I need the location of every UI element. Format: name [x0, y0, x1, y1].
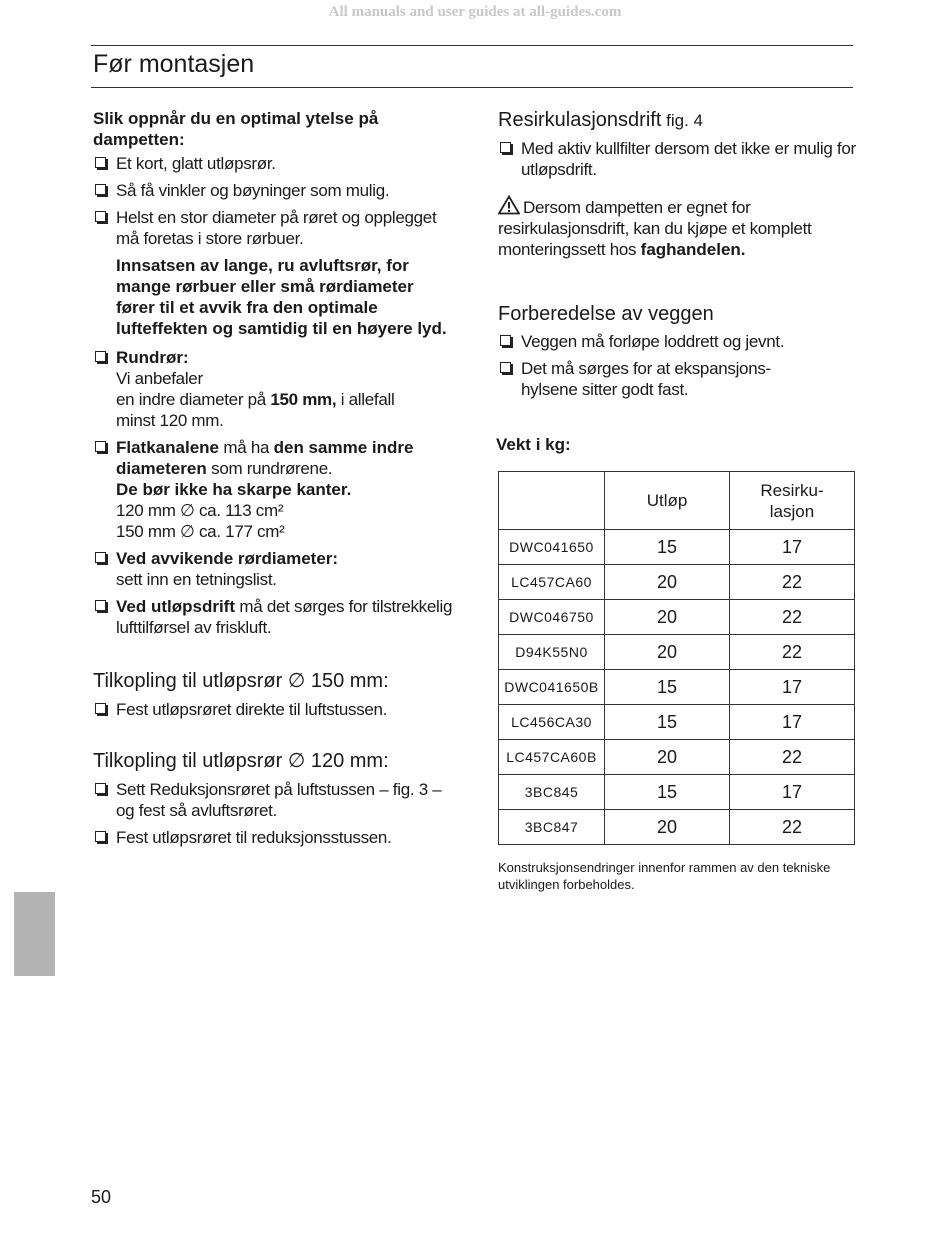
table-row: [499, 775, 855, 810]
list-item-text: Sett Reduksjonsrøret på luftstussen – fig. 3 – og fest så avluftsrøret.: [116, 780, 442, 820]
utlop-weight-cell: 20: [605, 635, 730, 670]
flat-text: må ha: [219, 438, 274, 457]
list-item: [93, 207, 453, 249]
resirk-weight-cell: 22: [730, 565, 855, 600]
table-row: [499, 810, 855, 845]
list-item: [93, 827, 453, 848]
checkbox-bullet-icon: [95, 157, 106, 168]
list-item-text: Veggen må forløpe loddrett og jevnt.: [521, 332, 785, 351]
model-cell: 3BC845: [499, 775, 605, 810]
avvik-text: sett inn en tetningslist.: [116, 570, 277, 589]
resirk-heading: [498, 108, 858, 133]
model-cell: LC457CA60B: [499, 740, 605, 775]
vegg-heading: Forberedelse av veggen: [498, 303, 714, 325]
watermark: All manuals and user guides at all-guides.com: [328, 4, 622, 20]
utlop-weight-cell: 20: [605, 565, 730, 600]
list-item-text: Fest utløpsrøret direkte til luftstussen.: [116, 700, 388, 719]
checkbox-bullet-icon: [95, 703, 106, 714]
flat-label: Flatkanalene: [116, 438, 219, 457]
model-cell: D94K55N0: [499, 635, 605, 670]
rundror-bold-value: 150 mm,: [270, 390, 337, 409]
rundror-line: en indre diameter på: [116, 390, 271, 409]
right-column: [498, 108, 858, 400]
table-header-cell: [730, 472, 855, 530]
list-item: [93, 180, 453, 201]
section-heading-150: Tilkopling til utløpsrør ∅ 150 mm:: [93, 670, 389, 692]
list-item-text: Det må sørges for at ekspansjons-hylsene sitter godt fast.: [521, 359, 771, 399]
checkbox-bullet-icon: [95, 783, 106, 794]
checkbox-bullet-icon: [500, 142, 511, 153]
flat-size: 150 mm ∅ ca. 177 cm²: [116, 522, 285, 541]
checkbox-bullet-icon: [95, 211, 106, 222]
utlop-text: må det sørges for tilstrekkelig lufttilførsel av friskluft.: [116, 597, 453, 637]
left-column: [93, 108, 453, 848]
resirk-weight-cell: 22: [730, 600, 855, 635]
model-cell: DWC041650: [499, 530, 605, 565]
utlop-weight-cell: 15: [605, 775, 730, 810]
list-item: [498, 331, 858, 352]
figure-reference: fig. 4: [661, 111, 703, 130]
warning-triangle-icon: [498, 195, 520, 215]
list-item: [93, 779, 453, 821]
list-item-rundror: [93, 347, 453, 431]
rundror-label: Rundrør:: [116, 348, 189, 367]
resirk-weight-cell: 22: [730, 810, 855, 845]
table-row: [499, 565, 855, 600]
utlop-weight-cell: 20: [605, 600, 730, 635]
table-row: [499, 705, 855, 740]
avvik-label: Ved avvikende rørdiameter:: [116, 549, 339, 568]
utlop-label: Ved utløpsdrift: [116, 597, 235, 616]
warning-paragraph: Innsatsen av lange, ru avluftsrør, for mange rørbuer eller små rørdiameter fører til et avvik fra den optimale lufteffekten og samtidig til en høyere lyd.: [116, 256, 447, 338]
checkbox-bullet-icon: [95, 552, 106, 563]
utlop-weight-cell: 15: [605, 705, 730, 740]
model-cell: LC457CA60: [499, 565, 605, 600]
list-item-flatkanal: [93, 437, 453, 542]
warning-text: Dersom dampetten er egnet for resirkulasjonsdrift, kan du kjøpe et komplett monteringssett hos: [498, 198, 812, 259]
rundror-line: minst 120 mm.: [116, 411, 224, 430]
rundror-line: Vi anbefaler: [116, 369, 203, 388]
checkbox-bullet-icon: [95, 441, 106, 452]
model-cell: 3BC847: [499, 810, 605, 845]
resirk-weight-cell: 22: [730, 740, 855, 775]
intro-heading: Slik oppnår du en optimal ytelse på dampetten:: [93, 109, 379, 149]
list-item-avvik: [93, 548, 453, 590]
checkbox-bullet-icon: [500, 335, 511, 346]
utlop-weight-cell: 20: [605, 740, 730, 775]
resirk-weight-cell: 17: [730, 705, 855, 740]
side-language-tab: [14, 892, 55, 976]
utlop-weight-cell: 15: [605, 530, 730, 565]
list-item-text: Et kort, glatt utløpsrør.: [116, 154, 276, 173]
checkbox-bullet-icon: [95, 600, 106, 611]
flat-bold-line: De bør ikke ha skarpe kanter.: [116, 480, 352, 499]
checkbox-bullet-icon: [95, 184, 106, 195]
resirk-weight-cell: 17: [730, 775, 855, 810]
table-row: [499, 670, 855, 705]
list-item-utlop: [93, 596, 453, 638]
flat-size: 120 mm ∅ ca. 113 cm²: [116, 501, 284, 520]
table-header-row: [499, 472, 855, 530]
list-item: [498, 358, 821, 400]
weight-heading: Vekt i kg:: [496, 435, 571, 454]
footnote: Konstruksjonsendringer innenfor rammen av den tekniske utviklingen forbeholdes.: [498, 860, 831, 892]
checkbox-bullet-icon: [95, 831, 106, 842]
list-item: [93, 699, 453, 720]
rundror-line: i allefall: [336, 390, 395, 409]
list-item: [498, 138, 858, 180]
table-row: [499, 530, 855, 565]
list-item-text: Fest utløpsrøret til reduksjonsstussen.: [116, 828, 392, 847]
flat-text: som rundrørene.: [206, 459, 333, 478]
checkbox-bullet-icon: [95, 351, 106, 362]
list-item: [93, 153, 453, 174]
table-row: [499, 635, 855, 670]
resirk-weight-cell: 17: [730, 670, 855, 705]
page-title: Før montasjen: [93, 50, 255, 78]
model-cell: DWC046750: [499, 600, 605, 635]
checkbox-bullet-icon: [500, 362, 511, 373]
weight-table: [498, 471, 855, 845]
table-row: [499, 740, 855, 775]
list-item-text: Så få vinkler og bøyninger som mulig.: [116, 181, 390, 200]
model-cell: LC456CA30: [499, 705, 605, 740]
flat-bold-text: den samme indre diameteren: [116, 438, 414, 478]
list-item-text: Med aktiv kullfilter dersom det ikke er mulig for utløpsdrift.: [521, 139, 856, 179]
warning-bold-text: faghandelen.: [640, 240, 746, 259]
utlop-weight-cell: 20: [605, 810, 730, 845]
list-item-text: Helst en stor diameter på røret og opplegget må foretas i store rørbuer.: [116, 208, 437, 248]
resirk-warning: [498, 195, 858, 260]
model-cell: DWC041650B: [499, 670, 605, 705]
utlop-weight-cell: 15: [605, 670, 730, 705]
table-row: [499, 600, 855, 635]
table-header-cell: Utløp: [605, 472, 730, 530]
table-header-text: Resirku-lasjon: [760, 480, 824, 521]
header-rule-bottom: [91, 87, 853, 88]
table-header-cell: [499, 472, 605, 530]
page-number: 50: [91, 1187, 112, 1207]
header-rule-top: [91, 45, 853, 46]
resirk-weight-cell: 17: [730, 530, 855, 565]
resirk-weight-cell: 22: [730, 635, 855, 670]
section-heading-120: Tilkopling til utløpsrør ∅ 120 mm:: [93, 750, 389, 772]
resirk-title: Resirkulasjonsdrift: [498, 109, 662, 131]
